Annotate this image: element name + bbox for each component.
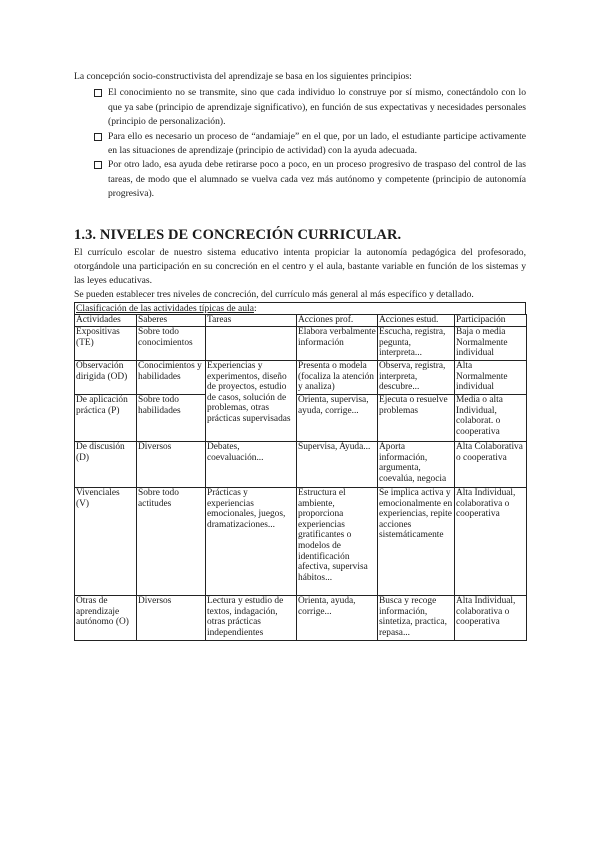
column-header: Acciones prof. <box>297 315 378 327</box>
table-cell: Alta Individual, colaborativa o cooperativa <box>455 488 527 596</box>
column-header: Actividades <box>75 315 137 327</box>
table-cell: Vivenciales (V) <box>75 488 137 596</box>
table-row <box>75 442 527 488</box>
table-cell: Ejecuta o resuelve problemas <box>378 395 455 442</box>
table-cell: Prácticas y experiencias emocionales, juegos, dramatizaciones... <box>206 488 297 596</box>
table-cell: Alta Colaborativa o cooperativa <box>455 442 527 488</box>
column-header: Participación <box>455 315 527 327</box>
table-row <box>75 395 527 442</box>
table-row <box>75 596 527 641</box>
table-cell: Aporta información, argumenta, coevalúa, negocia <box>378 442 455 488</box>
checkbox-icon <box>94 133 102 141</box>
list-item: Para ello es necesario un proceso de “andamiaje” en el que, por un lado, el estudiante participe activamente en las situaciones de aprendizaje (principio de actividad) con la ayuda adecuada. <box>94 130 526 159</box>
table-cell: Lectura y estudio de textos, indagación, otras prácticas independientes <box>206 596 297 641</box>
table-cell: Baja o media Normalmente individual <box>455 327 527 361</box>
table-cell: Sobre todo habilidades <box>137 395 206 442</box>
table-cell: Media o alta Individual, colaborat. o cooperativa <box>455 395 527 442</box>
table-cell: Presenta o modela (focaliza la atención y analiza) <box>297 361 378 395</box>
principles-list <box>74 86 526 201</box>
section-title: 1.3. NIVELES DE CONCRECIÓN CURRICULAR. <box>74 226 402 243</box>
table-cell: Experiencias y experimentos, diseño de proyectos, estudio de casos, solución de problemas, otras prácticas supervisadas <box>206 361 297 442</box>
table-cell: Sobre todo conocimientos <box>137 327 206 361</box>
column-header: Saberes <box>137 315 206 327</box>
table-cell: Diversos <box>137 596 206 641</box>
activities-table <box>74 314 527 641</box>
table-cell: Observación dirigida (OD) <box>75 361 137 395</box>
table-header-row <box>75 315 527 327</box>
table-cell: Estructura el ambiente, proporciona experiencias gratificantes o modelos de identificación afectiva, supervisa hábitos... <box>297 488 378 596</box>
table-cell: Debates, coevaluación... <box>206 442 297 488</box>
table-row <box>75 361 527 395</box>
document-page <box>74 70 526 641</box>
table-cell: Alta Individual, colaborativa o cooperativa <box>455 596 527 641</box>
column-header: Acciones estud. <box>378 315 455 327</box>
table-cell: Sobre todo actitudes <box>137 488 206 596</box>
list-item: El conocimiento no se transmite, sino que cada individuo lo construye por sí mismo, conectándolo con lo que ya sabe (principio de aprendizaje significativo), en función de sus expectativas y necesidades personales (principio de personalización). <box>94 86 526 129</box>
table-cell: Conocimientos y habilidades <box>137 361 206 395</box>
table-cell: Escucha, registra, pegunta, interpreta... <box>378 327 455 361</box>
table-row <box>75 488 527 596</box>
table-cell: Alta Normalmente individual <box>455 361 527 395</box>
checkbox-icon <box>94 89 102 97</box>
table-cell: Supervisa, Ayuda... <box>297 442 378 488</box>
table-cell: Otras de aprendizaje autónomo (O) <box>75 596 137 641</box>
list-item: Por otro lado, esa ayuda debe retirarse poco a poco, en un proceso progresivo de traspaso del control de las tareas, de modo que el alumnado se vuelva cada vez más autónomo y competente (principio de autonomía progresiva). <box>94 158 526 201</box>
table-cell: Diversos <box>137 442 206 488</box>
column-header: Tareas <box>206 315 297 327</box>
table-cell: De aplicación práctica (P) <box>75 395 137 442</box>
table-cell: Expositivas (TE) <box>75 327 137 361</box>
table-cell: Se implica activa y emocionalmente en experiencias, repite acciones sistemáticamente <box>378 488 455 596</box>
body-paragraph: El currículo escolar de nuestro sistema educativo intenta propiciar la autonomía pedagógica del profesorado, otorgándole una participación en su concreción en el centro y el aula, bastante variable en función de los sistemas y las leyes educativas. <box>74 246 526 287</box>
table-cell: De discusión (D) <box>75 442 137 488</box>
body-paragraph: Se pueden establecer tres niveles de concreción, del currículo más general al más específico y detallado. <box>74 289 474 301</box>
table-cell: Orienta, supervisa, ayuda, corrige... <box>297 395 378 442</box>
table-cell: Elabora verbalmente información <box>297 327 378 361</box>
checkbox-icon <box>94 161 102 169</box>
table-row <box>75 327 527 361</box>
table-caption: Clasificación de las actividades típicas de aula: <box>74 302 526 314</box>
table-cell: Observa, registra, interpreta, descubre... <box>378 361 455 395</box>
intro-paragraph: La concepción socio-constructivista del aprendizaje se basa en los siguientes principios: <box>74 71 412 82</box>
table-cell: Busca y recoge información, sintetiza, practica, repasa... <box>378 596 455 641</box>
table-cell <box>206 327 297 361</box>
table-cell: Orienta, ayuda, corrige... <box>297 596 378 641</box>
